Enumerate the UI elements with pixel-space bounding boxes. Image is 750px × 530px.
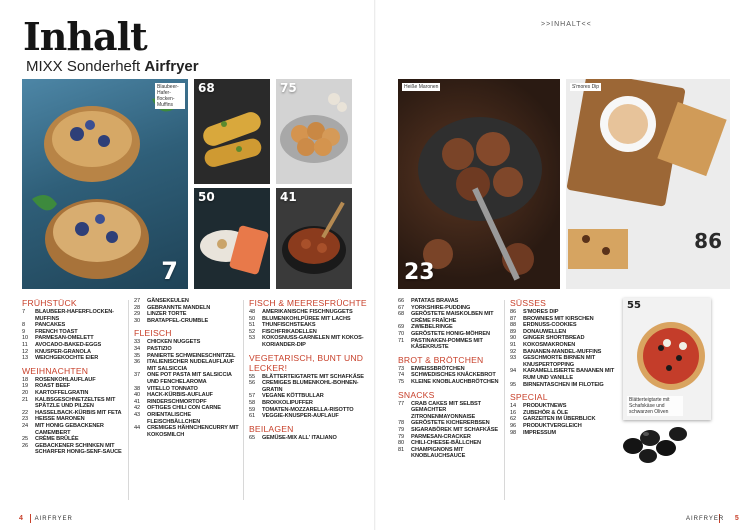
toc-entry [398,331,502,338]
toc-entry-page: 93 [510,355,517,362]
folio-left-label: AIRFRYER [34,516,73,522]
toc-entry-page: 30 [134,317,141,324]
toc-column-1 [22,298,126,456]
toc-entry-title: GERÖSTETE KICHERERBSEN [411,420,490,427]
toc-entry-page: 41 [134,398,141,405]
toc-entry-page: 13 [22,355,29,362]
toc-entry-page: 27 [134,298,141,304]
folio-left [19,515,73,522]
toc-entry-title: GERÖSTETE MAISKOLBEN MIT CRÈME FRAÎCHE [411,311,494,324]
toc-entry-page: 26 [22,442,29,449]
inhalt-tag: >>INHALT<< [541,21,592,28]
toc-entry-page: 73 [398,365,405,372]
toc-entry-title: BROKKOLIPUFFER [262,399,313,406]
toc-entry [510,322,618,329]
toc-entry-title: PANCAKES [35,322,66,329]
toc-entry-page: 22 [22,409,29,416]
toc-entry-page: 37 [134,372,141,379]
toc-entry-page: 91 [510,341,517,348]
folio-right-page: 5 [734,515,740,522]
toc-entry [22,390,126,397]
toc-entry-page: 11 [22,341,28,348]
toc-entry-page: 12 [22,348,29,355]
toc-entry-page: 38 [134,385,141,392]
toc-entry [134,339,240,346]
toc-entry-page: 28 [134,304,141,311]
toc-column-2 [134,298,240,438]
toc-entry [398,338,502,351]
toc-entry-page: 80 [398,440,405,447]
toc-entry-page: 67 [398,304,405,311]
toc-section-heading: SPECIAL [510,392,548,403]
toc-entry [249,335,367,348]
toc-entry-title: YORKSHIRE-PUDDING [411,304,471,311]
toc-entry-page: 87 [510,315,517,322]
toc-entry-page: 90 [510,335,517,342]
toc-entry-title: VEGANE KÖTTBULLAR [262,393,324,400]
toc-entry-title: ROAST BEEF [35,383,71,390]
toc-entry [249,316,367,323]
photo-lachs-page: 50 [198,190,215,204]
toc-entry-title: PARMESAN-CRACKER [411,433,471,440]
photo-pizza-page: 55 [627,300,641,311]
toc-entry [398,298,502,305]
toc-entry-title: GEBRANNTE MANDELN [147,304,211,311]
toc-entry-page: 69 [398,324,405,331]
toc-entry [398,427,502,434]
toc-entry [249,380,367,393]
folio-left-page: 4 [19,515,24,522]
toc-entry-page: 53 [249,335,256,342]
toc-entry-title: BROWNIES MIT KIRSCHEN [523,315,594,322]
toc-entry-title: PARMESAN-OMELETT [35,335,94,342]
toc-entry-title: KLEINE KNOBLAUCHBRÖTCHEN [411,378,499,385]
toc-entry [510,423,618,430]
toc-entry-title: KALBSGESCHNETZELTES MIT SPÄTZLE UND PILZEN [35,396,116,410]
toc-entry-page: 48 [249,309,256,315]
toc-entry-title: SCHWEDISCHES KNÄCKEBROT [411,372,496,379]
toc-entry [22,436,126,443]
toc-entry-title: ORIENTALISCHE FLEISCHBÄLLCHEN [147,411,201,425]
toc-entry-page: 58 [249,399,256,406]
toc-entry-page: 25 [22,436,29,443]
photo-lachs [194,188,270,289]
toc-entry-title: GÄNSEKEULEN [147,298,189,304]
photo-muffins [22,79,188,289]
toc-entry-page: 75 [398,378,405,385]
toc-entry-page: 36 [134,359,141,366]
toc-entry [134,405,240,412]
toc-entry-page: 79 [398,433,405,440]
toc-entry-title: GESCHMORTE BIRNEN MIT KNUSPERTOPPING [523,355,596,368]
toc-entry-title: VEGGIE-KNUSPER-AUFLAUF [262,413,339,420]
toc-entry-title: ONE POT PASTA MIT SALSICCIA UND FENCHELAROMA [147,372,232,385]
toc-column-4 [398,298,502,460]
toc-entry-title: CREMIGES BLUMENKOHL-BOHNEN-GRATIN [262,380,359,393]
toc-entry-title: OFTIGES CHILI CON CARNE [147,405,221,412]
toc-entry [398,447,502,460]
toc-entry [22,416,126,423]
toc-entry-title: PANIERTE SCHWEINESCHNITZEL [147,352,236,359]
toc-entry-title: BRATAPFEL-CRUMBLE [147,317,209,324]
toc-entry-title: TOMATEN-MOZZARELLA-RISOTTO [262,406,354,413]
toc-entry-page: 20 [22,389,29,396]
toc-entry-title: KNUSPER-GRANOLA [35,348,91,355]
toc-entry-page: 71 [398,337,405,344]
photo-smores [566,79,730,289]
toc-entry-title: VITELLO TONNATO [147,385,198,392]
toc-section-heading: VEGETARISCH, BUNT UND LECKER! [249,352,364,373]
smores-illustration [566,79,730,289]
toc-entry-title: PATATAS BRAVAS [411,298,459,304]
toc-entry-title: BLÄTTERTEIGTARTE MIT SCHAFKÄSE [262,373,364,380]
toc-section-heading: FLEISCH [134,328,172,339]
toc-entry [249,329,367,336]
toc-entry-page: 59 [249,406,256,413]
toc-entry [510,430,618,437]
toc-entry-page: 51 [249,322,256,329]
toc-entry-title: S'MORES DIP [523,309,559,315]
toc-entry-page: 29 [134,311,141,318]
toc-entry-title: CHAMPIGNONS MIT KNOBLAUCHSAUCE [411,446,466,460]
toc-entry-page: 89 [510,328,517,335]
toc-entry-title: PASTINAKEN-POMMES MIT KÄSEKRUSTE [411,337,483,351]
toc-entry-page: 96 [510,422,517,429]
toc-entry-page: 86 [510,309,517,315]
toc-entry-title: EIWEISSBRÖTCHEN [411,365,465,372]
column-divider [128,300,129,500]
toc-entry-page: 42 [134,405,141,412]
toc-entry-page: 40 [134,392,141,399]
toc-entry-title: IMPRESSUM [523,429,556,436]
photo-pizza-caption: Blätterteigtarte mit Schafskäse und schwarzen Oliven [627,396,683,416]
toc-entry [22,383,126,390]
toc-entry [510,416,618,423]
toc-entry [510,309,618,316]
toc-entry-title: BLAUBEER-HAFERFLOCKEN-MUFFINS [35,309,114,322]
toc-entry [510,349,618,356]
toc-entry [22,443,126,456]
toc-entry [510,342,618,349]
toc-entry-title: GARZEITEN IM ÜBERBLICK [523,416,596,423]
toc-entry-page: 66 [398,298,405,304]
toc-entry-page: 50 [249,315,256,322]
toc-entry [249,309,367,316]
toc-section-heading: BEILAGEN [249,423,294,434]
toc-entry [22,342,126,349]
toc-entry-title: AVOCADO-BAKED-EGGS [35,341,102,348]
photo-smores-caption: S'mores Dip [572,84,600,90]
toc-entry-page: 98 [510,429,517,436]
maronen-illustration [398,79,560,289]
toc-entry [134,346,240,353]
toc-entry [134,399,240,406]
toc-entry-title: KARAMELLISIERTE BANANEN MIT RUM UND VANILLE [523,368,615,381]
subtitle-bold: Airfryer [144,58,199,75]
toc-entry-page: 34 [134,345,141,352]
toc-entry-title: FRENCH TOAST [35,328,78,335]
column-divider [504,300,505,500]
toc-entry-page: 68 [398,311,405,318]
toc-entry-title: PASTIZIO [147,345,172,352]
toc-entry-title: LINZER TORTE [147,311,187,318]
photo-muffins-page: 7 [161,257,178,285]
photo-knoedel-page: 75 [280,81,297,95]
toc-entry-title: GEBACKENER SCHINKEN MIT SCHARFER HONIG-SENF-SAUCE [35,442,122,456]
toc-entry-page: 44 [134,425,141,432]
toc-entry-title: ZWIEBELRINGE [411,324,453,331]
toc-section-heading: BROT & BRÖTCHEN [398,354,484,365]
toc-section-heading: SNACKS [398,389,435,400]
toc-entry [398,401,502,421]
toc-entry-page: 56 [249,380,256,387]
toc-entry-title: ZUBEHÖR & ÖLE [523,409,569,416]
toc-entry-page: 62 [510,416,517,423]
toc-entry-title: ROSENKOHLAUFLAUF [35,376,96,383]
toc-entry-page: 57 [249,393,256,400]
toc-entry-title: MIT HONIG GEBACKENER CAMEMBERT [35,422,104,436]
toc-entry [249,413,367,420]
toc-entry-title: AMERIKANISCHE FISCHNUGGETS [262,309,353,315]
toc-entry-page: 35 [134,352,141,359]
photo-muffins-caption: Blaubeer-Hafer-flocken-Muffins [155,83,185,109]
toc-entry [510,329,618,336]
folio-right-label: AIRFRYER [686,516,725,522]
toc-entry-page: 19 [22,383,29,390]
toc-entry [249,322,367,329]
toc-entry [510,403,618,410]
toc-entry [249,400,367,407]
toc-entry-page: 21 [22,396,29,403]
photo-maronen-page: 23 [404,260,435,285]
toc-entry [22,309,126,322]
toc-entry [134,412,240,425]
toc-entry-page: 95 [510,381,517,388]
toc-entry-page: 7 [22,309,26,315]
page-gutter [374,0,376,530]
toc-entry-title: BLUMENKOHLPÜREE MIT LACHS [262,315,351,322]
toc-entry-page: 74 [398,372,405,379]
toc-entry-title: BIRNENTASCHEN IM FILOTEIG [523,381,604,388]
toc-entry [249,393,367,400]
toc-entry [249,407,367,414]
toc-entry [134,311,240,318]
toc-entry-page: 10 [22,335,29,342]
toc-entry-page: 9 [22,328,26,335]
toc-entry [134,298,240,305]
column-divider [243,300,244,500]
toc-entry [134,392,240,399]
toc-entry-title: ITALIENISCHER NUDELAUFLAUF MIT SALSICCIA [147,359,235,372]
toc-entry [22,322,126,329]
toc-column-3 [249,298,367,441]
toc-entry-page: 55 [249,373,256,380]
toc-entry-page: 78 [398,420,405,427]
toc-entry [134,353,240,360]
toc-entry [398,311,502,324]
toc-entry-page: 77 [398,400,405,407]
olives-decoration [618,418,698,468]
toc-entry-title: THUNFISCHSTEAKS [262,322,316,329]
toc-entry [398,372,502,379]
toc-section-heading: SÜSSES [510,298,547,308]
toc-entry-title: RINDERSCHMORTOPF [147,398,207,405]
toc-entry-title: PRODUKTVERGLEICH [523,422,582,429]
toc-entry [134,372,240,385]
toc-entry-page: 88 [510,322,517,329]
photo-pfanne-page: 41 [280,190,297,204]
toc-entry-page: 23 [22,416,29,423]
toc-entry [398,420,502,427]
toc-entry [510,316,618,323]
toc-entry-page: 33 [134,339,141,346]
toc-entry-title: FISCHFRIKADELLEN [262,328,317,335]
toc-section-heading: FRÜHSTÜCK [22,298,77,308]
page-title: Inhalt [23,14,147,59]
toc-entry-page: 79 [398,426,405,433]
toc-entry-page: 65 [249,434,256,441]
subtitle-brand: MIXX Sonderheft [26,58,141,75]
toc-entry-title: CRÈME BRÛLÉE [35,436,79,443]
toc-entry-title: DONAUWELLEN [523,328,567,335]
toc-entry-title: GERÖSTETE HONIG-MÖHREN [411,330,490,337]
toc-entry [510,382,618,389]
toc-entry-title: CHICKEN NUGGETS [147,339,201,346]
toc-entry-title: GEMÜSE-MIX ALL' ITALIANO [262,434,337,441]
toc-entry [22,423,126,436]
toc-entry [134,359,240,372]
toc-section-heading: WEIHNACHTEN [22,365,89,376]
photo-pfanne [276,188,352,289]
page-subtitle [26,58,199,75]
toc-entry [249,435,367,442]
toc-entry-page: 61 [249,413,256,420]
toc-entry-title: KOKOSNUSS-GARNELEN MIT KOKOS-KORIANDER-DIP [262,335,364,348]
toc-entry-page: 52 [249,328,256,335]
toc-entry-title: ERDNUSS-COOKIES [523,322,577,329]
toc-entry [22,397,126,410]
toc-entry [510,335,618,342]
toc-entry-page: 94 [510,368,517,375]
photo-knoedel [276,79,352,184]
toc-entry-page: 16 [510,409,517,416]
toc-entry-title: CHILI-CHEESE-BÄLLCHEN [411,440,481,447]
toc-entry [22,377,126,384]
photo-mais-page: 68 [198,81,215,95]
toc-entry [398,324,502,331]
toc-entry-title: GINGER SHORTBREAD [523,335,585,342]
toc-entry-page: 70 [398,330,405,337]
toc-entry [22,410,126,417]
toc-entry-title: BANANEN-MANDEL-MUFFINS [523,348,602,355]
toc-entry [398,379,502,386]
toc-entry-page: 92 [510,348,517,355]
photo-maronen [398,79,560,289]
toc-entry-title: KOKOSMAKRONEN [523,341,576,348]
toc-entry-title: HEISSE MARONEN [35,416,85,423]
toc-entry-page: 8 [22,322,26,329]
toc-entry-page: 14 [510,403,517,410]
photo-mais [194,79,270,184]
toc-entry-page: 43 [134,411,141,418]
toc-entry-title: HASSELBACK-KÜRBIS MIT FETA [35,409,122,416]
toc-entry-page: 18 [22,376,29,383]
toc-section-heading: FISCH & MEERESFRÜCHTE [249,298,367,308]
toc-entry [510,355,618,368]
toc-entry-title: HACK-KÜRBIS-AUFLAUF [147,392,213,399]
toc-entry-page: 81 [398,446,405,453]
toc-entry [510,368,618,381]
toc-entry-page: 24 [22,422,29,429]
toc-entry [22,329,126,336]
photo-maronen-caption: Heiße Maronen [404,84,439,90]
toc-entry-title: KARTOFFELGRATIN [35,389,89,396]
toc-entry-title: SIGARABÖREK MIT SCHAFKÄSE [411,426,499,433]
toc-entry [249,374,367,381]
toc-entry [398,440,502,447]
toc-entry-title: CRAB CAKES MIT SELBST GEMACHTER ZITRONENMAYONNAISE [411,400,481,420]
toc-column-5 [510,298,618,436]
toc-entry-title: WEICHGEKOCHTE EIER [35,355,99,362]
toc-entry [22,335,126,342]
toc-entry-title: CREMIGES HÄHNCHENCURRY MIT KOKOSMILCH [147,425,239,438]
folio-right [686,515,740,522]
photo-smores-page: 86 [694,229,722,253]
toc-entry-title: PRODUKTNEWS [523,403,567,410]
toc-entry [22,349,126,356]
toc-entry [22,355,126,362]
toc-entry [134,425,240,438]
toc-entry [134,305,240,312]
photo-pizza [623,298,711,420]
toc-entry [134,318,240,325]
